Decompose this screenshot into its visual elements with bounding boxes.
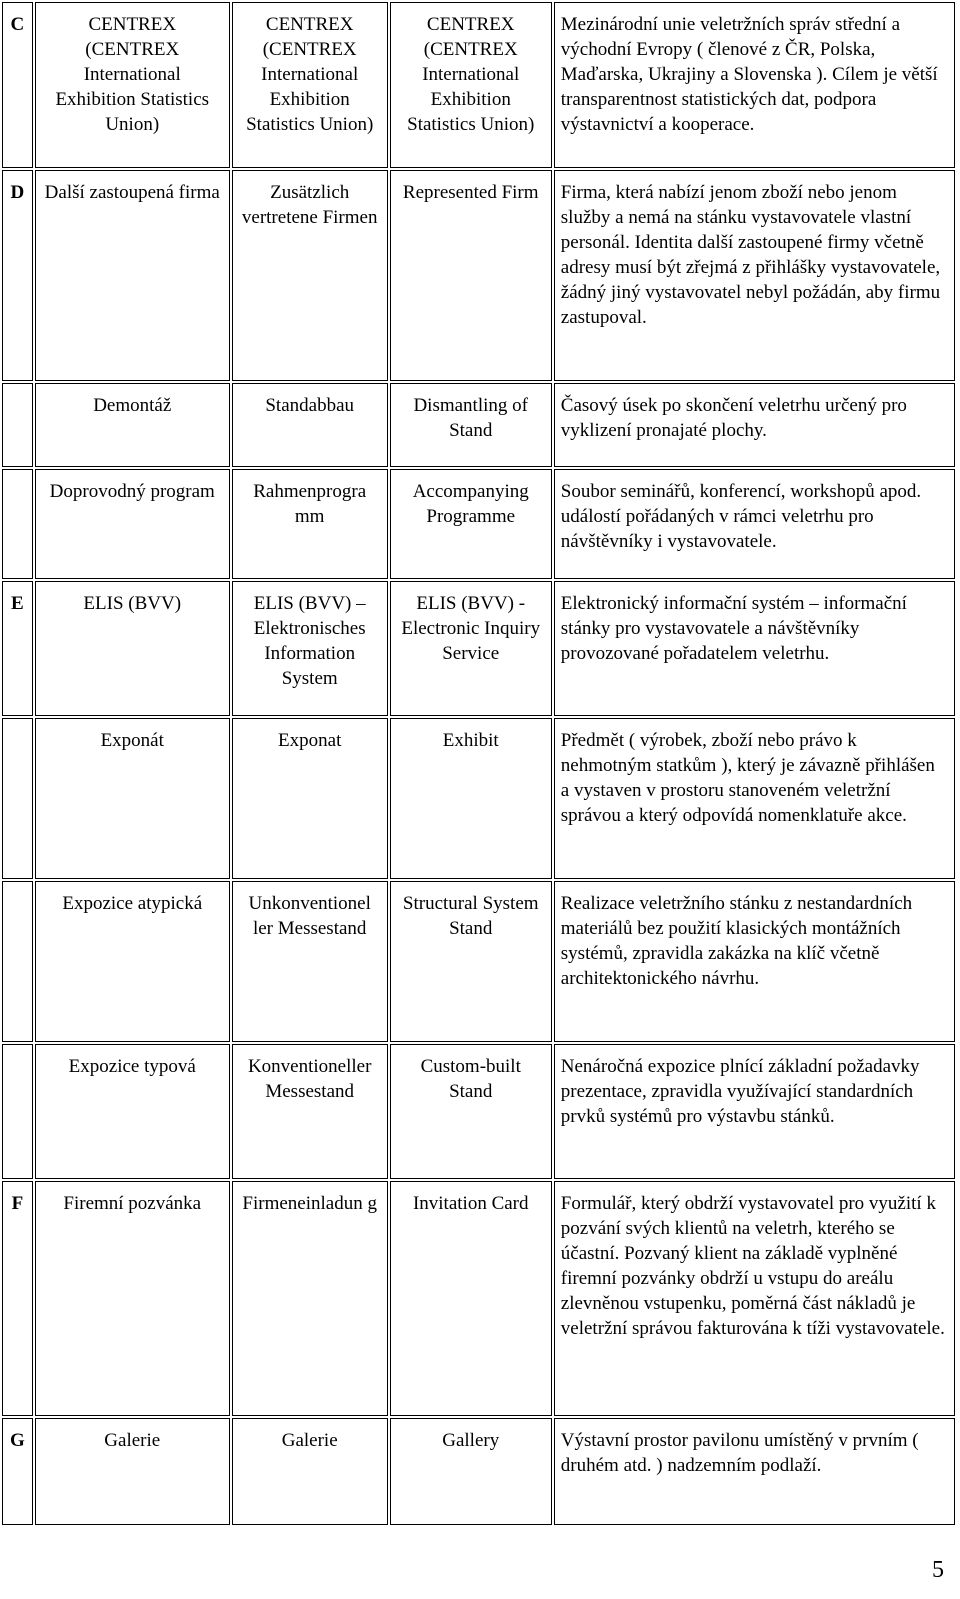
letter-cell — [2, 469, 33, 579]
english-term-cell: Accompanying Programme — [390, 469, 552, 579]
table-row — [2, 383, 955, 467]
letter-cell: G — [2, 1418, 33, 1525]
letter-cell: D — [2, 170, 33, 381]
table-row — [2, 581, 955, 716]
english-term-cell: Custom-built Stand — [390, 1044, 552, 1179]
german-term-cell: ELIS (BVV) – Elektronisches Information System — [232, 581, 388, 716]
english-term-cell: Gallery — [390, 1418, 552, 1525]
german-term-cell: CENTREX (CENTREX International Exhibition Statistics Union) — [232, 2, 388, 168]
english-term-cell: ELIS (BVV) - Electronic Inquiry Service — [390, 581, 552, 716]
description-cell: Soubor seminářů, konferencí, workshopů apod. událostí pořádaných v rámci veletrhu pro návštěvníky i vystavovatele. — [554, 469, 955, 579]
german-term-cell: Standabbau — [232, 383, 388, 467]
letter-cell — [2, 718, 33, 879]
table-row — [2, 1044, 955, 1179]
description-cell: Realizace veletržního stánku z nestandardních materiálů bez použití klasických montážních systémů, zpravidla zakázka na klíč včetně architektonického návrhu. — [554, 881, 955, 1042]
letter-cell — [2, 881, 33, 1042]
german-term-cell: Zusätzlich vertretene Firmen — [232, 170, 388, 381]
czech-term-cell: Exponát — [35, 718, 230, 879]
english-term-cell: Dismantling of Stand — [390, 383, 552, 467]
german-term-cell: Unkonventionel ler Messestand — [232, 881, 388, 1042]
letter-cell: F — [2, 1181, 33, 1416]
czech-term-cell: Doprovodný program — [35, 469, 230, 579]
table-row — [2, 170, 955, 381]
description-cell: Formulář, který obdrží vystavovatel pro využití k pozvání svých klientů na veletrh, kterého se účastní. Pozvaný klient na základě vyplněné firemní pozvánky obdrží u vstupu do areálu zlevněnou vstupenku, poměrná část nákladů je veletržní správou fakturována k tíži vystavovatele. — [554, 1181, 955, 1416]
description-cell: Firma, která nabízí jenom zboží nebo jenom služby a nemá na stánku vystavovatele vlastní personál. Identita další zastoupené firmy včetně adresy musí být zřejmá z přihlášky vystavovatele, žádný jiný vystavovatel nebyl požádán, aby firmu zastupoval. — [554, 170, 955, 381]
table-row — [2, 469, 955, 579]
german-term-cell: Rahmenprogra mm — [232, 469, 388, 579]
description-cell: Nenáročná expozice plnící základní požadavky prezentace, zpravidla využívající standardních prvků systémů pro výstavbu stánků. — [554, 1044, 955, 1179]
german-term-cell: Galerie — [232, 1418, 388, 1525]
letter-cell: C — [2, 2, 33, 168]
description-cell: Elektronický informační systém – informační stánky pro vystavovatele a návštěvníky provozované pořadatelem veletrhu. — [554, 581, 955, 716]
german-term-cell: Konventioneller Messestand — [232, 1044, 388, 1179]
english-term-cell: Structural System Stand — [390, 881, 552, 1042]
description-cell: Časový úsek po skončení veletrhu určený pro vyklizení pronajaté plochy. — [554, 383, 955, 467]
description-cell: Předmět ( výrobek, zboží nebo právo k nehmotným statkům ), který je závazně přihlášen a vystaven v prostoru stanoveném veletržní správou a který odpovídá nomenklatuře akce. — [554, 718, 955, 879]
letter-cell — [2, 383, 33, 467]
description-cell: Výstavní prostor pavilonu umístěný v prvním ( druhém atd. ) nadzemním podlaží. — [554, 1418, 955, 1525]
english-term-cell: Invitation Card — [390, 1181, 552, 1416]
english-term-cell: CENTREX (CENTREX International Exhibition Statistics Union) — [390, 2, 552, 168]
czech-term-cell: Expozice atypická — [35, 881, 230, 1042]
czech-term-cell: Expozice typová — [35, 1044, 230, 1179]
table-row — [2, 881, 955, 1042]
czech-term-cell: Demontáž — [35, 383, 230, 467]
czech-term-cell: Firemní pozvánka — [35, 1181, 230, 1416]
german-term-cell: Firmeneinladun g — [232, 1181, 388, 1416]
czech-term-cell: Další zastoupená firma — [35, 170, 230, 381]
description-cell: Mezinárodní unie veletržních správ střední a východní Evropy ( členové z ČR, Polska, Maďarska, Ukrajiny a Slovenska ). Cílem je větší transparentnost statistických dat, podpora výstavnictví a kooperace. — [554, 2, 955, 168]
table-row — [2, 2, 955, 168]
german-term-cell: Exponat — [232, 718, 388, 879]
czech-term-cell: ELIS (BVV) — [35, 581, 230, 716]
table-row — [2, 718, 955, 879]
table-row — [2, 1418, 955, 1525]
letter-cell — [2, 1044, 33, 1179]
czech-term-cell: CENTREX (CENTREX International Exhibition Statistics Union) — [35, 2, 230, 168]
letter-cell: E — [2, 581, 33, 716]
table-row — [2, 1181, 955, 1416]
page-number: 5 — [932, 1557, 944, 1583]
english-term-cell: Represented Firm — [390, 170, 552, 381]
czech-term-cell: Galerie — [35, 1418, 230, 1525]
english-term-cell: Exhibit — [390, 718, 552, 879]
